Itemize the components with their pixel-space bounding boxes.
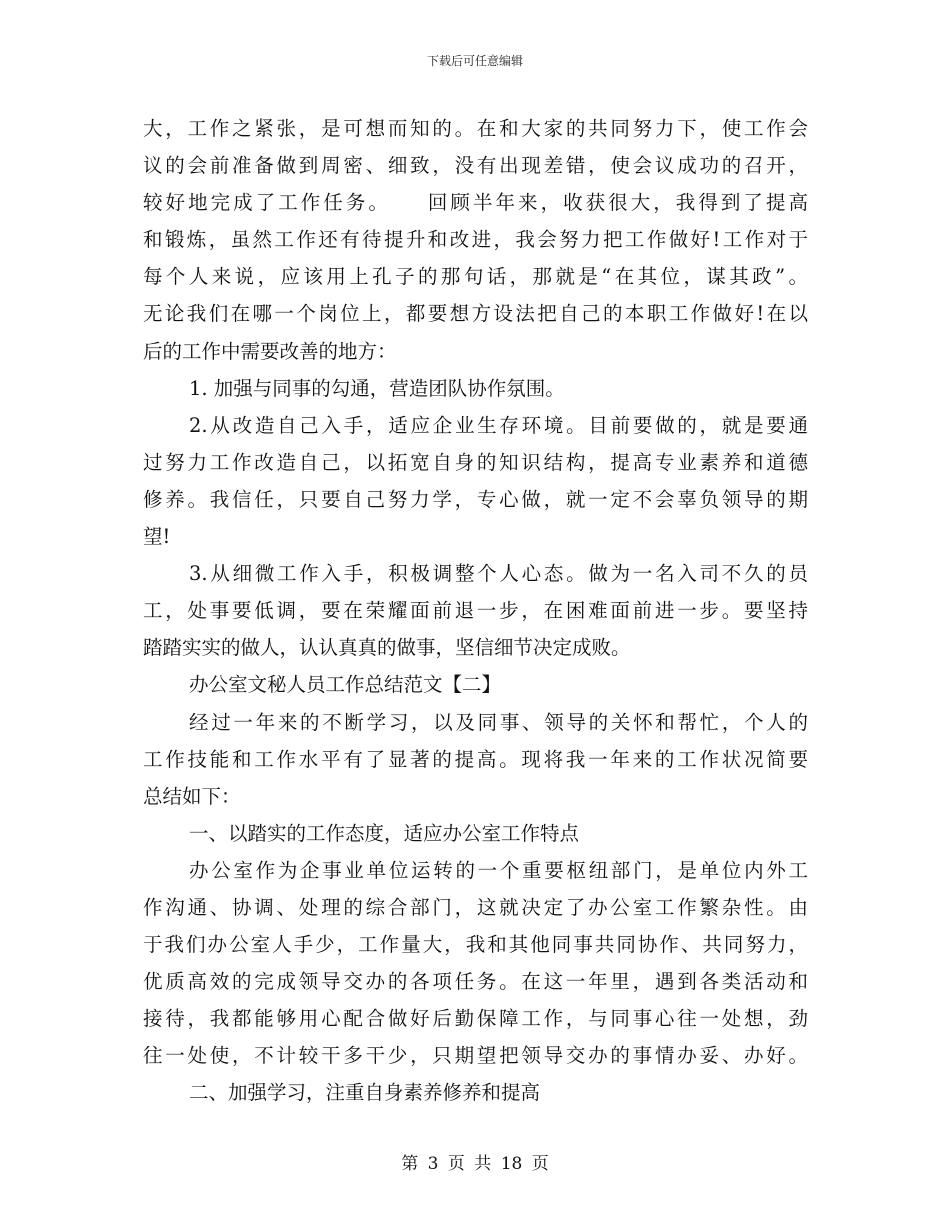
text-line: 工，处事要低调，要在荣耀面前退一步，在困难面前进一步。要坚持 — [143, 599, 808, 623]
paragraph-start: 办公室作为企事业单位运转的一个重要枢纽部门，是单位内外工 — [189, 858, 808, 882]
text-line: 修养。我信任，只要自己努力学，专心做，就一定不会辜负领导的期 — [143, 487, 808, 511]
text-line: 后的工作中需要改善的地方： — [143, 339, 397, 363]
paragraph-start: 经过一年来的不断学习，以及同事、领导的关怀和帮忙，个人的 — [189, 710, 808, 734]
text-line: 和锻炼，虽然工作还有待提升和改进，我会努力把工作做好!工作对于 — [143, 228, 808, 252]
document-body — [143, 110, 808, 1112]
text-line: 大，工作之紧张，是可想而知的。在和大家的共同努力下，使工作会 — [143, 117, 808, 140]
list-item-2: 2.从改造自己入手，适应企业生存环境。目前要做的，就是要通 — [189, 413, 808, 437]
text-line: 于我们办公室人手少，工作量大，我和其他同事共同协作、共同努力， — [143, 933, 808, 957]
text-line: 无论我们在哪一个岗位上，都要想方设法把自己的本职工作做好!在以 — [143, 302, 808, 326]
text-line: 望! — [143, 525, 171, 549]
page-number: 第 3 页 共 18 页 — [401, 1154, 549, 1174]
text-line: 工作技能和工作水平有了显著的提高。现将我一年来的工作状况简要 — [143, 747, 808, 771]
text-line: 过努力工作改造自己，以拓宽自身的知识结构，提高专业素养和道德 — [143, 450, 808, 474]
list-item-3: 3.从细微工作入手，积极调整个人心态。做为一名入司不久的员 — [189, 562, 808, 586]
text-line: 较好地完成了工作任务。 回顾半年来，收获很大，我得到了提高 — [143, 191, 808, 215]
page-header-note: 下载后可任意编辑 — [426, 54, 523, 68]
text-line: 议的会前准备做到周密、细致，没有出现差错，使会议成功的召开， — [143, 154, 808, 178]
subsection-heading: 二、加强学习，注重自身素养修养和提高 — [189, 1081, 541, 1105]
subsection-heading: 一、以踏实的工作态度，适应办公室工作特点 — [189, 821, 580, 845]
text-line: 每个人来说，应该用上孔子的那句话，那就是“在其位，谋其政”。 — [143, 265, 808, 289]
text-line: 往一处使，不计较干多干少，只期望把领导交办的事情办妥、办好。 — [143, 1044, 808, 1068]
text-line: 接待，我都能够用心配合做好后勤保障工作，与同事心往一处想，劲 — [143, 1007, 808, 1031]
text-line: 总结如下： — [143, 784, 241, 808]
text-line: 作沟通、协调、处理的综合部门，这就决定了办公室工作繁杂性。由 — [143, 895, 808, 919]
list-item-1: 1. 加强与同事的勾通，营造团队协作氛围。 — [189, 376, 565, 400]
section-title: 办公室文秘人员工作总结范文【二】 — [189, 673, 502, 697]
text-line: 优质高效的完成领导交办的各项任务。在这一年里，遇到各类活动和 — [143, 970, 808, 994]
text-line: 踏踏实实的做人，认认真真的做事，坚信细节决定成败。 — [143, 636, 631, 660]
